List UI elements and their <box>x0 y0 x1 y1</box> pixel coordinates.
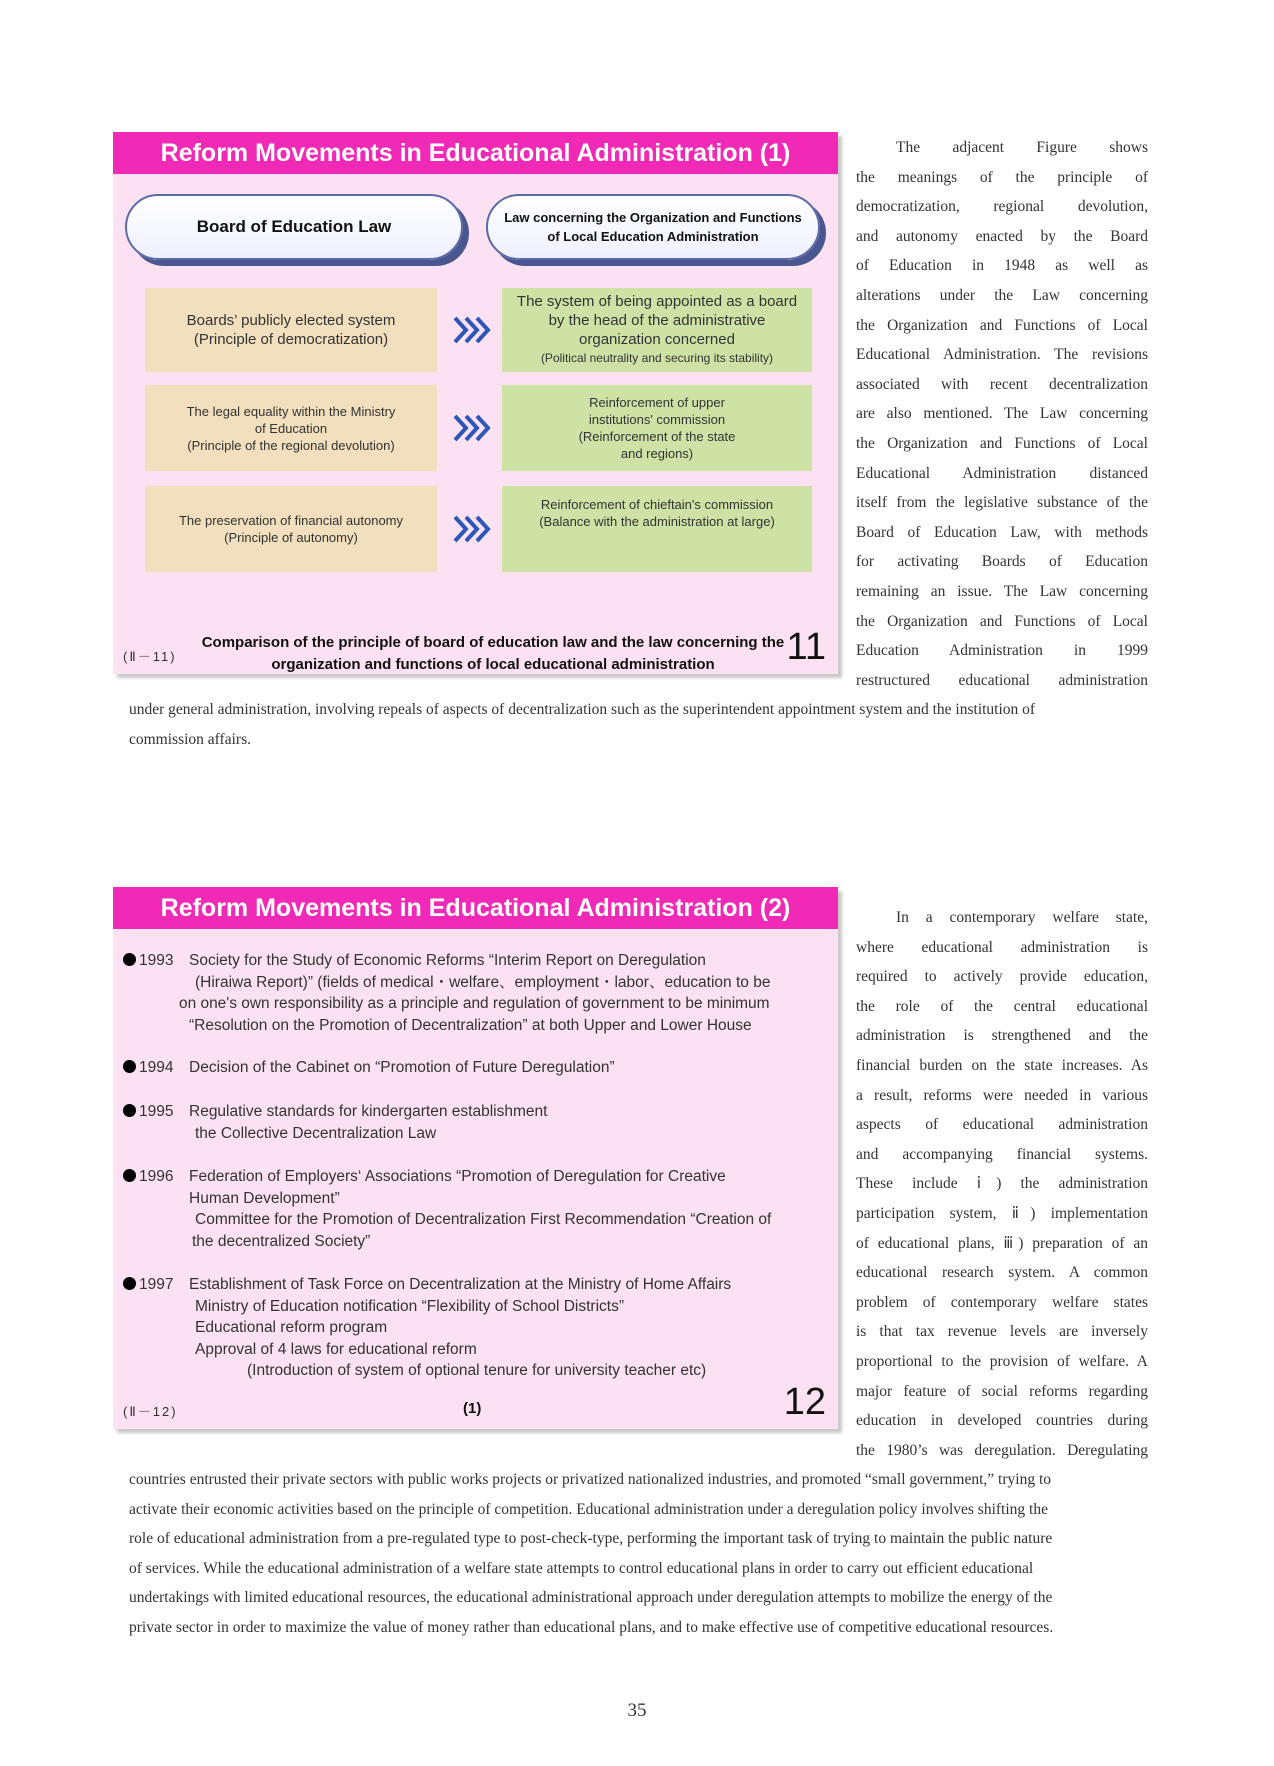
text-line: The adjacent Figure shows <box>896 139 1148 156</box>
principle-democratization-box <box>145 288 437 372</box>
figure-11 <box>113 132 838 674</box>
event-1997 <box>123 1274 763 1382</box>
event-1996 <box>123 1166 772 1252</box>
text-line: educational research system. A common <box>856 1264 1148 1282</box>
text-line: where educational administration is <box>856 938 1148 956</box>
figure-12-caption: (1) <box>463 1400 482 1417</box>
text-line: role of educational administration from a pre-regulated type to post-check-type, performing the important task of trying to maintain the public nature <box>129 1530 1053 1548</box>
text-line: administration is strengthened and the <box>856 1027 1148 1045</box>
text-line: itself from the legislative substance of the <box>856 494 1148 512</box>
event-year <box>123 1057 185 1079</box>
event-year-label: 1994 <box>139 1059 174 1076</box>
figure-11-caption <box>193 632 793 676</box>
text-line: problem of contemporary welfare states <box>856 1293 1148 1311</box>
text-line: of educational plans, ⅲ) preparation of an <box>856 1234 1148 1252</box>
local-admin-law-header-line: of Local Education Administration <box>547 229 759 244</box>
event-line: Approval of 4 laws for educational reform <box>195 1340 477 1358</box>
figure-12 <box>113 887 838 1429</box>
caption-line: Comparison of the principle of board of education law and the law concerning the <box>201 634 785 651</box>
figure-code: (Ⅱ－11) <box>123 649 177 664</box>
text-line: Educational Administration. The revisions <box>856 346 1148 364</box>
text-line: Educational Administration distanced <box>856 464 1148 482</box>
text-line: financial burden on the state increases. As <box>856 1056 1148 1074</box>
chieftain-commission-box <box>502 486 812 572</box>
event-year-label: 1996 <box>139 1168 174 1185</box>
chevron-right-icon <box>451 313 495 347</box>
box-line: and regions) <box>620 446 694 461</box>
event-line: (Introduction of system of optional tenure for university teacher etc) <box>247 1362 707 1379</box>
text-line: These include ⅰ) the administration <box>856 1175 1148 1193</box>
event-1995 <box>123 1101 763 1144</box>
caption-line: organization and functions of local educational administration <box>271 656 715 673</box>
box-line: (Reinforcement of the state <box>578 429 736 444</box>
bullet-icon <box>123 1060 136 1073</box>
text-line: remaining an issue. The Law concerning <box>856 582 1148 600</box>
box-line: by the head of the administrative <box>548 312 766 329</box>
text-line: proportional to the provision of welfare. A <box>856 1352 1148 1370</box>
bullet-icon <box>123 953 136 966</box>
text-line: alterations under the Law concerning <box>856 286 1148 304</box>
text-line: activate their economic activities based on the principle of competition. Educational administration under a deregulation policy involves shifting the <box>129 1500 1048 1518</box>
box-line: (Principle of the regional devolution) <box>187 437 395 453</box>
text-block-1-side <box>856 133 1148 695</box>
event-1993 <box>123 950 771 1036</box>
event-1994 <box>123 1057 763 1079</box>
box-line: (Principle of democratization) <box>193 331 389 348</box>
box-line: institutions' commission <box>588 412 726 427</box>
text-line: of Education in 1948 as well as <box>856 257 1148 275</box>
box-line: (Principle of autonomy) <box>224 530 358 545</box>
event-line: “Resolution on the Promotion of Decentralization” at both Upper and Lower House <box>189 1016 752 1034</box>
event-line: Federation of Employers‘ Associations “Promotion of Deregulation for Creative <box>189 1168 726 1185</box>
event-year <box>123 1101 185 1123</box>
text-line: required to actively provide education, <box>856 968 1148 986</box>
bullet-icon <box>123 1104 136 1117</box>
box-line: The legal equality within the Ministry <box>186 403 396 419</box>
event-line: Decision of the Cabinet on “Promotion of Future Deregulation” <box>189 1059 615 1076</box>
event-line: the decentralized Society” <box>192 1232 371 1250</box>
text-line: is that tax revenue levels are inversely <box>856 1323 1148 1341</box>
event-year-label: 1997 <box>139 1276 174 1293</box>
text-line: and accompanying financial systems. <box>856 1145 1148 1163</box>
text-block-2-full <box>129 1465 1148 1643</box>
box-line: Reinforcement of upper <box>589 395 725 410</box>
text-line: countries entrusted their private sectors with public works projects or privatized nationalized industries, and promoted “small government,” trying to <box>129 1471 1052 1488</box>
event-year-label: 1993 <box>139 952 174 969</box>
chevron-right-icon <box>451 512 495 546</box>
box-line: Reinforcement of chieftain's commission <box>540 497 774 512</box>
event-line: Ministry of Education notification “Flexibility of School Districts” <box>195 1297 624 1315</box>
box-line: of Education <box>254 420 328 436</box>
box-line: The system of being appointed as a board <box>516 293 798 310</box>
text-line: private sector in order to maximize the value of money rather than educational plans, and to make effective use of competitive educational resources. <box>129 1618 1054 1636</box>
event-line: Committee for the Promotion of Decentralization First Recommendation “Creation of <box>195 1211 772 1228</box>
box-line: Boards’ publicly elected system <box>186 312 396 329</box>
text-line: democratization, regional devolution, <box>856 198 1148 216</box>
text-line: the Organization and Functions of Local <box>856 316 1148 334</box>
event-year-label: 1995 <box>139 1103 174 1120</box>
event-line: on one's own responsibility as a principle and regulation of government to be minimum <box>179 995 770 1012</box>
text-line: commission affairs. <box>129 730 251 748</box>
event-line: Educational reform program <box>195 1319 388 1336</box>
event-line: Establishment of Task Force on Decentralization at the Ministry of Home Affairs <box>189 1276 732 1293</box>
board-of-education-law-header: Board of Education Law <box>125 194 463 260</box>
event-line: Society for the Study of Economic Reforms “Interim Report on Deregulation <box>189 952 706 969</box>
chevron-right-icon <box>451 411 495 445</box>
text-line: the meanings of the principle of <box>856 168 1148 186</box>
text-line: Board of Education Law, with methods <box>856 523 1148 541</box>
page-number: 35 <box>627 1700 647 1721</box>
text-line: Education Administration in 1999 <box>856 642 1148 660</box>
text-block-2-side <box>856 903 1148 1465</box>
event-line: Human Development” <box>189 1189 340 1207</box>
text-line: a result, reforms were needed in various <box>856 1086 1148 1104</box>
text-line: In a contemporary welfare state, <box>896 909 1148 926</box>
figure-number: 12 <box>783 1381 826 1423</box>
text-block-1-full <box>129 695 1148 754</box>
box-note: (Political neutrality and securing its stability) <box>540 351 774 365</box>
figure-12-title: Reform Movements in Educational Administration (2) <box>113 887 838 929</box>
bullet-icon <box>123 1169 136 1182</box>
text-line: undertakings with limited educational resources, the educational administrational approach under deregulation attempts to mobilize the energy of the <box>129 1589 1053 1607</box>
appointed-board-system-box <box>502 288 812 372</box>
text-line: education in developed countries during <box>856 1412 1148 1430</box>
bullet-icon <box>123 1277 136 1290</box>
text-line: the 1980’s was deregulation. Deregulating <box>856 1441 1148 1459</box>
box-line: organization concerned <box>579 331 735 348</box>
event-year <box>123 1274 185 1296</box>
text-line: for activating Boards of Education <box>856 553 1148 571</box>
principle-autonomy-box <box>145 486 437 572</box>
event-line: Regulative standards for kindergarten establishment <box>189 1103 548 1120</box>
event-line: (Hiraiwa Report)” (fields of medical・welfare、employment・labor、education to be <box>195 973 771 991</box>
figure-11-title: Reform Movements in Educational Administration (1) <box>113 132 838 174</box>
text-line: major feature of social reforms regarding <box>856 1382 1148 1400</box>
text-line: the role of the central educational <box>856 997 1148 1015</box>
text-line: aspects of educational administration <box>856 1116 1148 1134</box>
text-line: participation system, ⅱ) implementation <box>856 1204 1148 1222</box>
local-admin-law-header-line: Law concerning the Organization and Functions <box>504 210 802 225</box>
event-year <box>123 950 185 972</box>
text-line: and autonomy enacted by the Board <box>856 227 1148 245</box>
text-line: are also mentioned. The Law concerning <box>856 405 1148 423</box>
event-line: the Collective Decentralization Law <box>195 1124 437 1142</box>
local-admin-law-header <box>486 194 820 260</box>
text-line: the Organization and Functions of Local <box>856 612 1148 630</box>
figure-code: (Ⅱ－12) <box>123 1404 178 1419</box>
upper-institutions-commission-box <box>502 385 812 471</box>
text-line: of services. While the educational administration of a welfare state attempts to control educational plans in order to carry out efficient educational <box>129 1559 1034 1577</box>
event-year <box>123 1166 185 1188</box>
principle-regional-devolution-box <box>145 385 437 471</box>
text-line: under general administration, involving repeals of aspects of decentralization such as the superintendent appointment system and the institution of <box>129 701 1036 718</box>
text-line: the Organization and Functions of Local <box>856 434 1148 452</box>
box-line: The preservation of financial autonomy <box>178 513 403 528</box>
box-line: (Balance with the administration at large) <box>539 514 775 529</box>
text-line: restructured educational administration <box>856 671 1148 689</box>
figure-number: 11 <box>786 626 826 668</box>
text-line: associated with recent decentralization <box>856 375 1148 393</box>
